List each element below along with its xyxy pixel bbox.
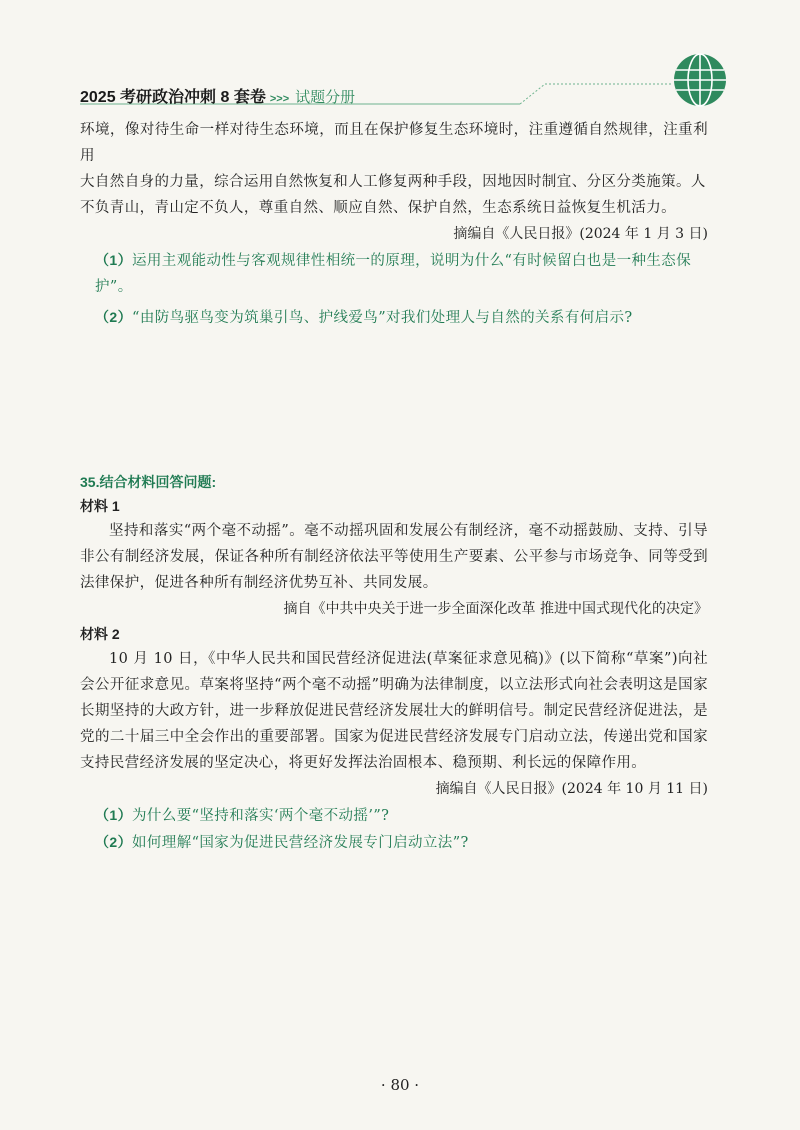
question-text: “由防鸟驱鸟变为筑巢引鸟、护线爱鸟”对我们处理人与自然的关系有何启示? bbox=[132, 310, 633, 326]
material-2-text: 10 月 10 日，《中华人民共和国民营经济促进法(草案征求意见稿)》(以下简称“草案”)向社会公开征求意见。草案将坚持“两个毫不动摇”明确为法律制度，以立法形式向社会表明这是国家长期坚持的大政方针，进一步释放促进民营经济发展壮大的鲜明信号。制定民营经济促进法，是党的二十届三中全会作出的重要部署。国家为促进民营经济发展专门启动立法，传递出党和国家支持民营经济发展的坚定决心，将更好发挥法治固根本、稳预期、利长远的保障作用。 bbox=[80, 651, 708, 771]
material-1-text: 坚持和落实“两个毫不动摇”。毫不动摇巩固和发展公有制经济，毫不动摇鼓励、支持、引导非公有制经济发展，保证各种所有制经济依法平等使用生产要素、公平参与市场竞争、同等受到法律保护，促进各种所有制经济优势互补、共同发展。 bbox=[80, 523, 708, 591]
question-number: （2） bbox=[95, 309, 132, 325]
page-number: · 80 · bbox=[380, 1076, 420, 1094]
book-title-text: 2025 考研政治冲刺 8 套卷 bbox=[80, 89, 266, 106]
question-number: 35. bbox=[80, 474, 100, 490]
question-text: 运用主观能动性与客观规律性相统一的原理，说明为什么“有时候留白也是一种生态保护”。 bbox=[95, 253, 692, 295]
paragraph-line: 大自然自身的力量，综合运用自然恢复和人工修复两种手段，因地因时制宜、分区分类施策。人 bbox=[80, 174, 706, 190]
question-35 bbox=[80, 470, 708, 856]
book-title bbox=[80, 84, 355, 107]
page-header bbox=[0, 0, 800, 110]
question-item bbox=[80, 304, 708, 331]
question-item bbox=[80, 247, 708, 300]
material-1-source: 摘自《中共中央关于进一步全面深化改革 推进中国式现代化的决定》 bbox=[283, 601, 708, 617]
question-text: 为什么要“坚持和落实‘两个毫不动摇’”? bbox=[132, 808, 390, 824]
continued-section bbox=[80, 117, 708, 331]
source-citation: 摘编自《人民日报》(2024 年 1 月 3 日) bbox=[453, 226, 708, 242]
question-item bbox=[80, 829, 708, 856]
question-number: （1） bbox=[95, 807, 132, 823]
question-item bbox=[80, 802, 708, 829]
material-2-label: 材料 2 bbox=[80, 626, 120, 642]
question-number: （2） bbox=[95, 834, 132, 850]
material-2-source: 摘编自《人民日报》(2024 年 10 月 11 日) bbox=[435, 781, 708, 797]
material-1-label: 材料 1 bbox=[80, 498, 120, 514]
arrows-icon: >>> bbox=[269, 93, 290, 105]
globe-icon bbox=[672, 52, 728, 108]
question-text: 如何理解“国家为促进民营经济发展专门启动立法”? bbox=[132, 835, 469, 851]
section-name: 试题分册 bbox=[295, 89, 356, 106]
question-number: （1） bbox=[95, 252, 132, 268]
question-35-heading bbox=[80, 470, 708, 494]
question-prompt: 结合材料回答问题: bbox=[99, 474, 217, 490]
paragraph-line: 不负青山，青山定不负人，尊重自然、顺应自然、保护自然，生态系统日益恢复生机活力。 bbox=[80, 200, 676, 216]
paragraph-line: 环境，像对待生命一样对待生态环境，而且在保护修复生态环境时，注重遵循自然规律，注重利用 bbox=[80, 122, 708, 164]
